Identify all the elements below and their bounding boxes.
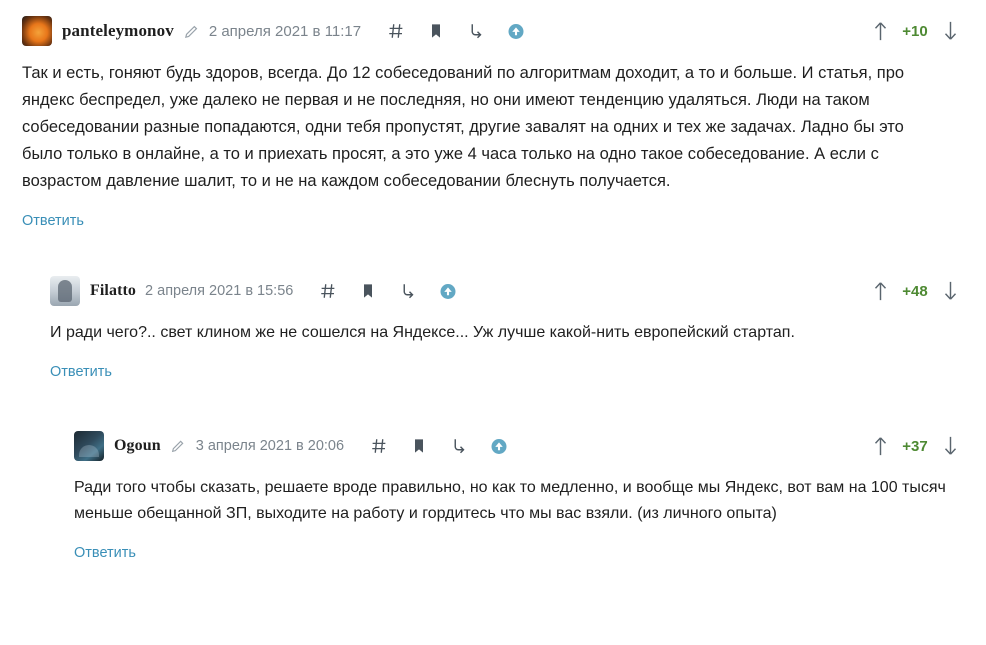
comment-score: +10: [902, 22, 928, 40]
comment-item: [74, 429, 964, 562]
share-up-icon[interactable]: [490, 437, 508, 455]
reply-button[interactable]: Ответить: [74, 545, 136, 561]
pencil-icon[interactable]: [183, 23, 200, 40]
bookmark-icon[interactable]: [359, 282, 377, 300]
avatar[interactable]: [22, 16, 52, 46]
comment-item: [22, 14, 964, 230]
avatar[interactable]: [50, 276, 80, 306]
comment-actions: [319, 282, 457, 300]
upvote-arrow-icon[interactable]: [872, 436, 888, 456]
comment-header: [74, 429, 964, 463]
share-up-icon[interactable]: [439, 282, 457, 300]
downvote-arrow-icon[interactable]: [942, 436, 958, 456]
comment-score: +48: [902, 282, 928, 300]
upvote-arrow-icon[interactable]: [872, 21, 888, 41]
comment-body: Так и есть, гоняют будь здоров, всегда. До 12 собеседований по алгоритмам доходит, а то и больше. И статья, про яндекс беспредел, уже далеко не первая и не последняя, но они имеют тенденцию удаляться. Люди на таком собеседовании разные попадаются, одни тебя пропустят, другие завалят на одних и тех же задачах. Ладно бы это было только в онлайне, а то и приехать просят, а это уже 4 часа только на одно такое собеседование. А если с возрастом давление шалит, то и не на каждом собеседовании блеснуть получается.: [22, 64, 905, 190]
comment-header: [50, 274, 964, 308]
comment-author[interactable]: panteleymonov: [62, 21, 174, 40]
hash-icon[interactable]: [319, 282, 337, 300]
vote-controls: [872, 436, 964, 456]
comment-body: Ради того чтобы сказать, решаете вроде правильно, но как то медленно, и вообще мы Яндекс, вот вам на 100 тысяч меньше обещанной ЗП, выходите на работу и гордитесь что мы вас взяли. (из личного опыта): [74, 479, 946, 522]
vote-controls: [872, 21, 964, 41]
avatar[interactable]: [74, 431, 104, 461]
comment-author[interactable]: Ogoun: [114, 437, 161, 454]
comment-body: И ради чего?.. свет клином же не сошелся на Яндексе... Уж лучше какой-нить европейский стартап.: [50, 324, 795, 341]
share-up-icon[interactable]: [507, 22, 525, 40]
upvote-arrow-icon[interactable]: [872, 281, 888, 301]
hash-icon[interactable]: [387, 22, 405, 40]
vote-controls: [872, 281, 964, 301]
comment-author[interactable]: Filatto: [90, 282, 137, 299]
comment-timestamp: 2 апреля 2021 в 15:56: [145, 283, 294, 299]
comment-actions: [370, 437, 508, 455]
downvote-arrow-icon[interactable]: [942, 21, 958, 41]
comment-score: +37: [902, 437, 928, 455]
comment-timestamp: 2 апреля 2021 в 11:17: [208, 22, 362, 40]
bookmark-icon[interactable]: [410, 437, 428, 455]
pencil-icon[interactable]: [170, 438, 187, 455]
downvote-arrow-icon[interactable]: [942, 281, 958, 301]
comment-item: [50, 274, 964, 381]
reply-button[interactable]: Ответить: [22, 213, 84, 229]
bookmark-icon[interactable]: [427, 22, 445, 40]
comment-timestamp: 3 апреля 2021 в 20:06: [195, 438, 345, 454]
reply-arrow-icon[interactable]: [467, 22, 485, 40]
reply-arrow-icon[interactable]: [399, 282, 417, 300]
comment-header: [22, 14, 964, 48]
comment-actions: [387, 22, 525, 40]
reply-arrow-icon[interactable]: [450, 437, 468, 455]
hash-icon[interactable]: [370, 437, 388, 455]
reply-button[interactable]: Ответить: [50, 364, 112, 380]
